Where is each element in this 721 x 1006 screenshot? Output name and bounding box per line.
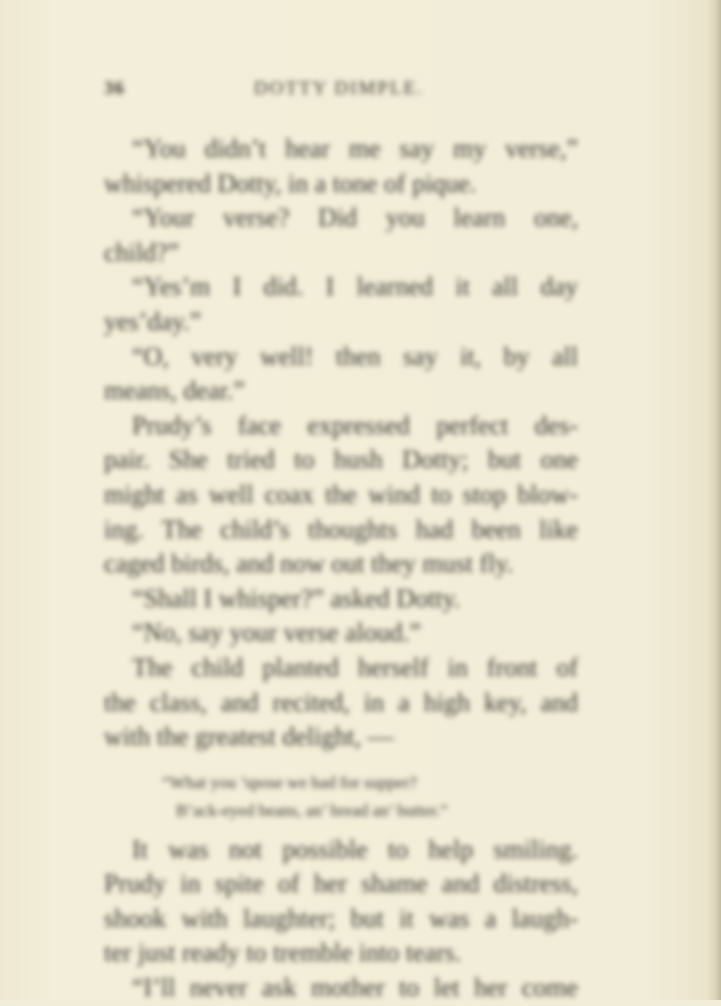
- verse-quote: [104, 769, 578, 825]
- paragraph: [104, 971, 578, 1006]
- page-gutter-shadow: [707, 0, 721, 1000]
- text-line: Prudy’s face expressed perfect des-: [132, 410, 578, 440]
- text-line: shook with laughter; but it was a laugh-: [104, 903, 578, 933]
- text-line: means, dear.”: [104, 376, 245, 406]
- text-line: child?”: [104, 237, 180, 267]
- verse-line: B’ack-eyed beans, an’ bread an’ butter.”: [176, 800, 448, 820]
- page-number: 36: [104, 78, 125, 99]
- paragraph: [104, 616, 578, 651]
- text-line: ing. The child’s thoughts had been like: [104, 514, 578, 544]
- text-line: with the greatest delight, —: [104, 722, 394, 752]
- text-line: “Shall I whisper?” asked Dotty.: [132, 583, 461, 613]
- running-head: [104, 78, 578, 118]
- paragraph: [104, 340, 578, 409]
- text-line: might as well coax the wind to stop blow-: [104, 479, 578, 509]
- paragraph: [104, 651, 578, 755]
- running-title: DOTTY DIMPLE.: [254, 78, 424, 99]
- verse-line: “What you ’spose we had for supper?: [162, 772, 417, 792]
- text-line: “You didn’t hear me say my verse,”: [132, 134, 578, 163]
- paragraph: [104, 582, 578, 617]
- text-line: “Yes’m I did. I learned it all day: [132, 272, 578, 302]
- text-line: “O, very well! then say it, by all: [132, 341, 578, 371]
- paragraph: [104, 201, 578, 270]
- text-line: It was not possible to help smiling.: [132, 834, 578, 864]
- text-line: pair. She tried to hush Dotty; but one: [104, 445, 578, 475]
- text-line: yes’day.”: [104, 306, 202, 336]
- paragraph: [104, 833, 578, 971]
- text-line: Prudy in spite of her shame and distress,: [104, 869, 578, 899]
- paragraph: [104, 132, 578, 201]
- paragraph: [104, 270, 578, 339]
- text-line: “No, say your verse aloud.”: [132, 618, 421, 648]
- text-line: “Your verse? Did you learn one,: [132, 203, 578, 233]
- page-text-block: [104, 78, 578, 1006]
- text-line: ter just ready to tremble into tears.: [104, 938, 462, 968]
- text-line: whispered Dotty, in a tone of pique.: [104, 168, 477, 198]
- text-line: The child planted herself in front of: [132, 652, 578, 682]
- paragraph: [104, 409, 578, 582]
- text-line: the class, and recited, in a high key, and: [104, 687, 578, 717]
- text-line: caged birds, and now out they must fly.: [104, 549, 514, 579]
- text-line: “I’ll never ask mother to let her come: [132, 973, 578, 1003]
